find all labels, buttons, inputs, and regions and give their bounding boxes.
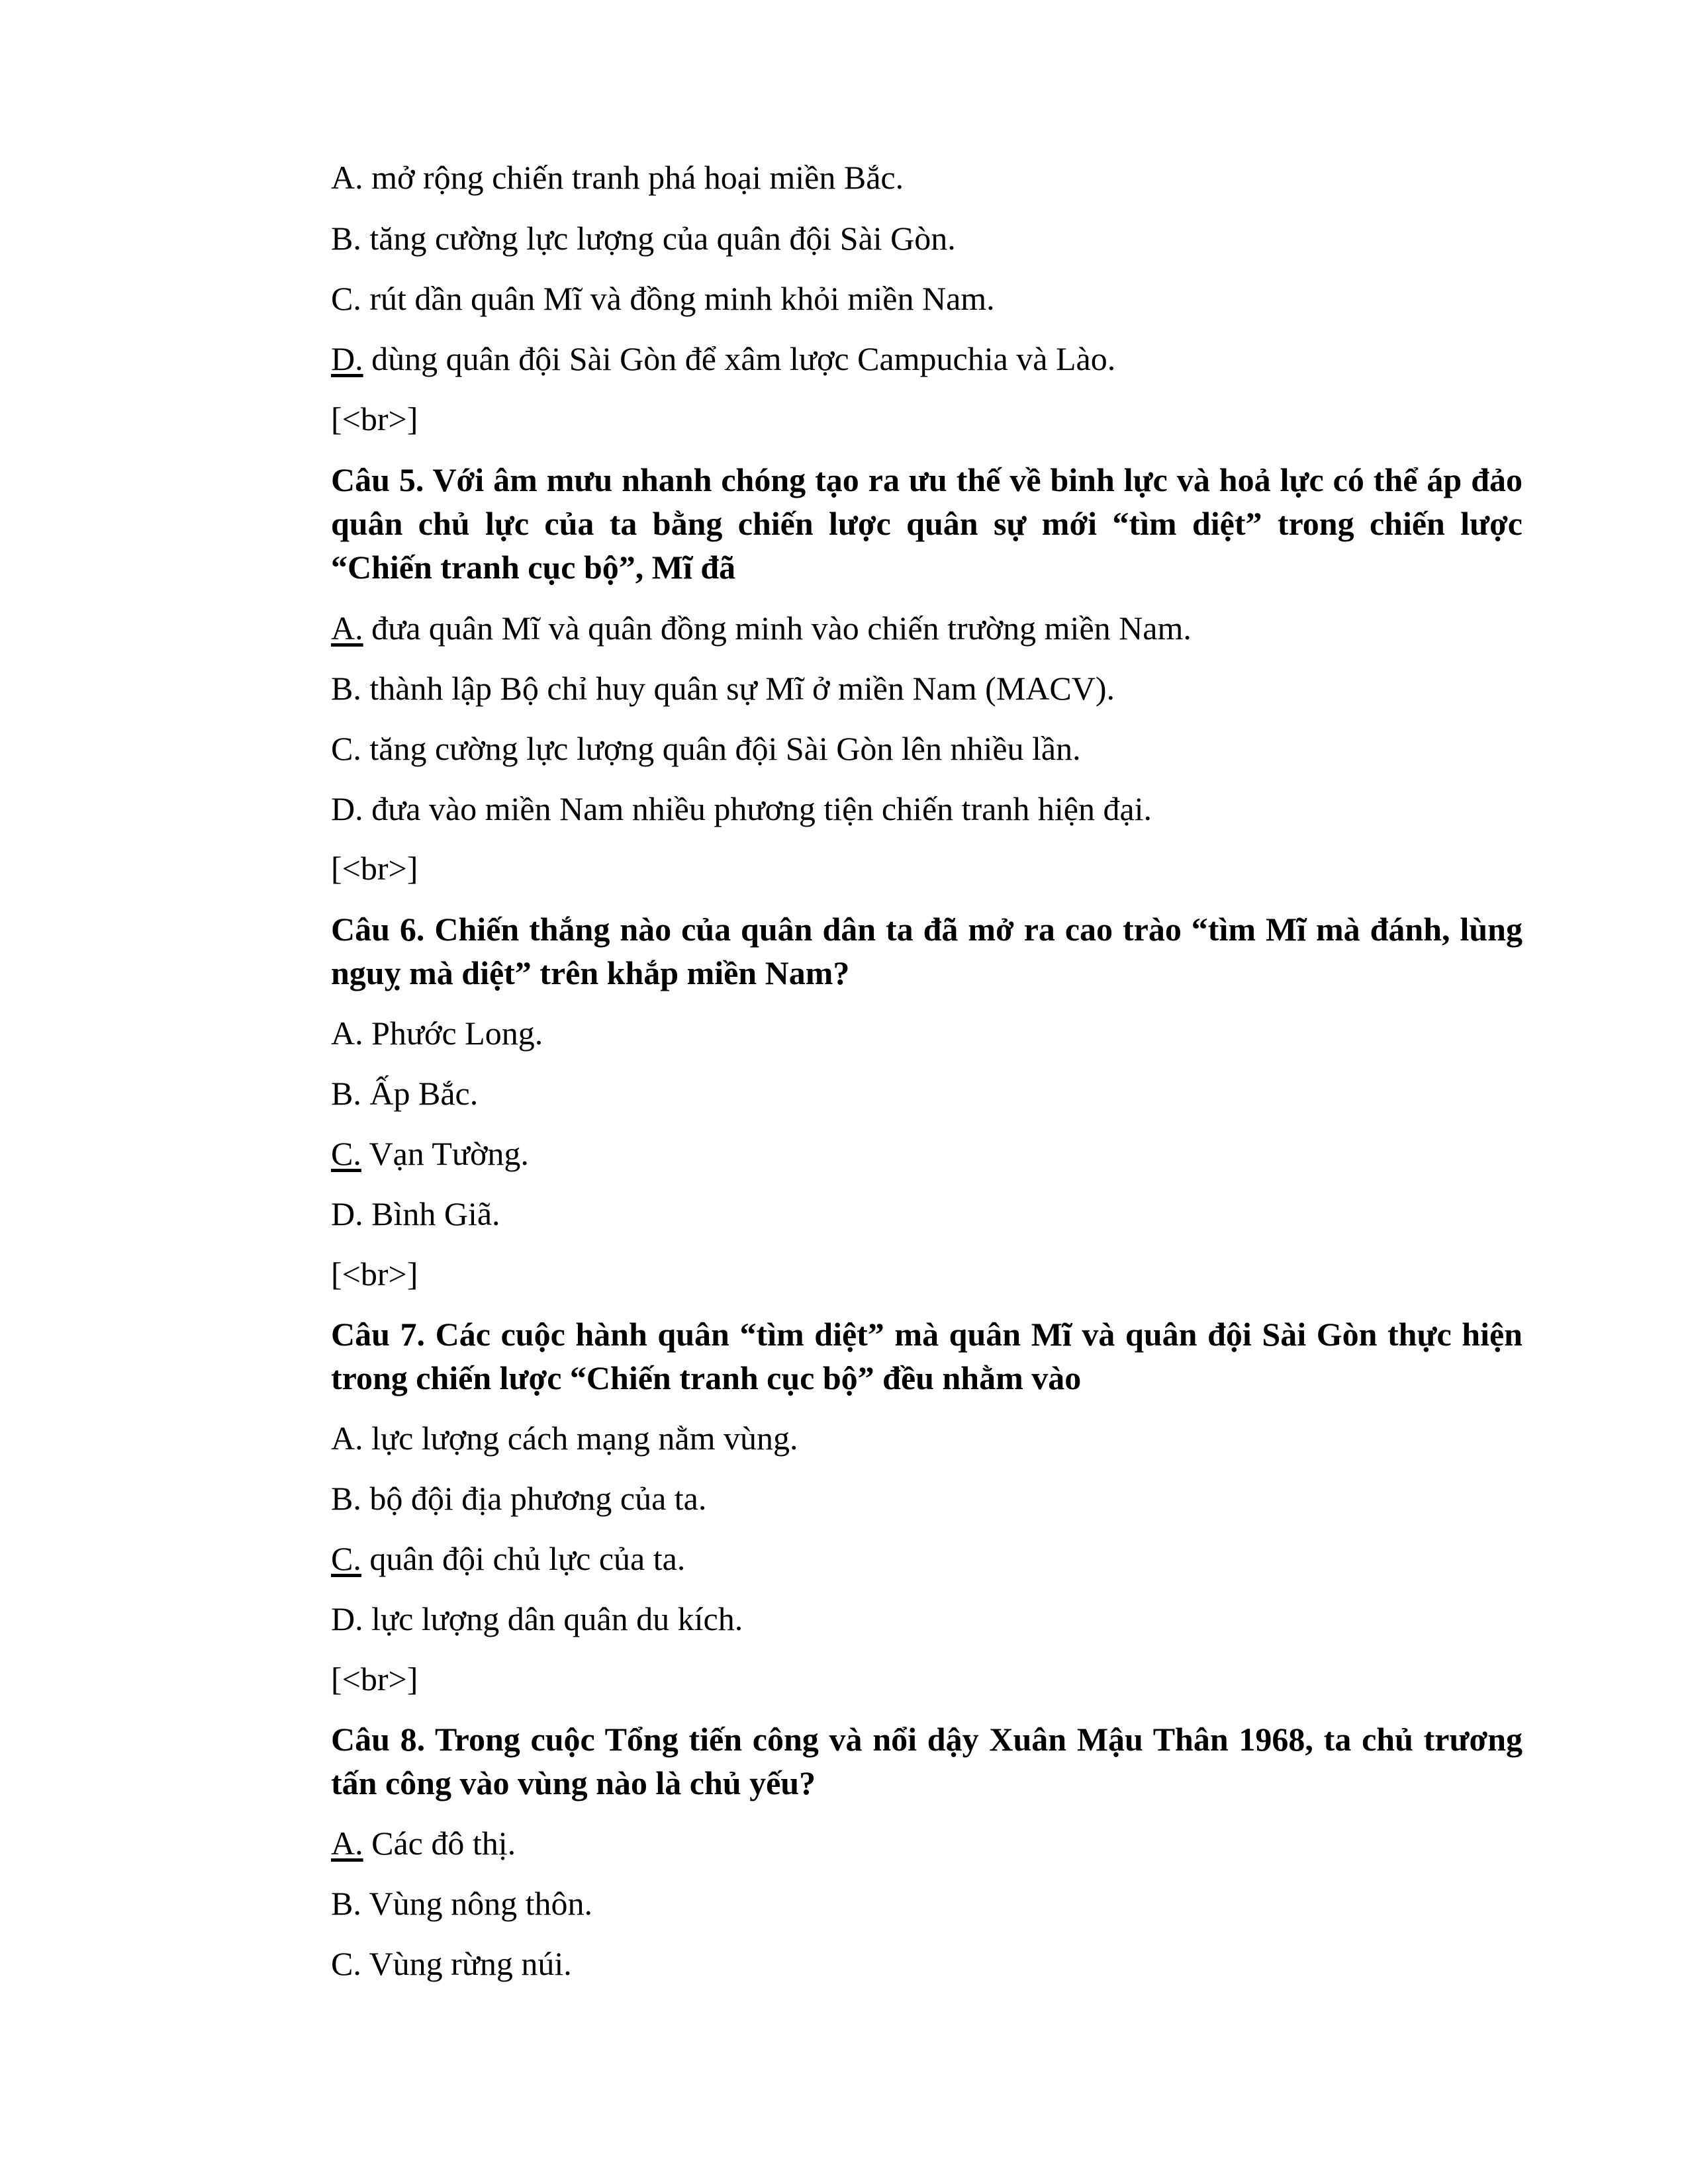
option-letter-correct: C. bbox=[331, 1135, 361, 1172]
option-letter: A. bbox=[331, 1420, 363, 1457]
q8-option-b bbox=[331, 1884, 592, 1923]
option-letter: B. bbox=[331, 220, 361, 257]
q5-option-b bbox=[331, 668, 1115, 708]
q4-option-d bbox=[331, 339, 1115, 379]
option-text: thành lập Bộ chỉ huy quân sự Mĩ ở miền Nam (MACV). bbox=[361, 670, 1115, 707]
question-5 bbox=[232, 458, 1523, 589]
q7-option-c bbox=[331, 1539, 685, 1578]
option-letter: A. bbox=[331, 159, 363, 196]
option-letter: B. bbox=[331, 1480, 361, 1517]
option-text: Bình Giã. bbox=[363, 1195, 500, 1232]
question-8 bbox=[232, 1717, 1523, 1805]
q6-option-d bbox=[331, 1194, 500, 1234]
option-letter: A. bbox=[331, 1015, 363, 1052]
option-letter: B. bbox=[331, 670, 361, 707]
option-letter: D. bbox=[331, 1600, 363, 1637]
br-marker: [<br>] bbox=[331, 1255, 418, 1293]
question-text: Câu 8. Trong cuộc Tổng tiến công và nổi dậy Xuân Mậu Thân 1968, ta chủ trương tấn công vào vùng nào là chủ yếu? bbox=[331, 1721, 1523, 1801]
option-text: bộ đội địa phương của ta. bbox=[361, 1480, 707, 1517]
option-text: Vùng nông thôn. bbox=[361, 1885, 592, 1922]
option-letter: C. bbox=[331, 280, 361, 317]
option-text: lực lượng dân quân du kích. bbox=[363, 1600, 743, 1637]
br-marker: [<br>] bbox=[331, 400, 418, 437]
option-text: Phước Long. bbox=[363, 1015, 543, 1052]
option-text: Vùng rừng núi. bbox=[361, 1945, 572, 1982]
q8-option-c bbox=[331, 1944, 572, 1983]
q6-option-a bbox=[331, 1013, 543, 1053]
option-text: tăng cường lực lượng quân đội Sài Gòn lên nhiều lần. bbox=[361, 730, 1081, 767]
question-text: Câu 5. Với âm mưu nhanh chóng tạo ra ưu thế về binh lực và hoả lực có thể áp đảo quân chủ lực của ta bằng chiến lược quân sự mới “tìm diệt” trong chiến lược “Chiến tranh cục bộ”, Mĩ đã bbox=[331, 461, 1523, 586]
option-text: Vạn Tường. bbox=[361, 1135, 529, 1172]
option-text: đưa vào miền Nam nhiều phương tiện chiến tranh hiện đại. bbox=[363, 790, 1152, 827]
q4-option-b bbox=[331, 218, 956, 258]
q6-option-b bbox=[331, 1073, 478, 1113]
q7-option-a bbox=[331, 1418, 798, 1458]
q4-option-a bbox=[331, 158, 904, 197]
option-text: rút dần quân Mĩ và đồng minh khỏi miền Nam. bbox=[361, 280, 995, 317]
question-text: Câu 7. Các cuộc hành quân “tìm diệt” mà quân Mĩ và quân đội Sài Gòn thực hiện trong chiến lược “Chiến tranh cục bộ” đều nhằm vào bbox=[331, 1316, 1523, 1396]
q5-option-c bbox=[331, 729, 1081, 768]
option-text: tăng cường lực lượng của quân đội Sài Gòn. bbox=[361, 220, 956, 257]
option-text: dùng quân đội Sài Gòn để xâm lược Campuchia và Lào. bbox=[363, 340, 1116, 377]
option-text: lực lượng cách mạng nằm vùng. bbox=[363, 1420, 798, 1457]
br-marker: [<br>] bbox=[331, 1661, 418, 1698]
option-letter: B. bbox=[331, 1075, 361, 1112]
q6-option-c bbox=[331, 1134, 529, 1173]
option-text: Các đô thị. bbox=[363, 1825, 516, 1862]
q5-option-a bbox=[331, 608, 1192, 648]
q5-option-d bbox=[331, 789, 1152, 829]
option-letter: D. bbox=[331, 1195, 363, 1232]
option-letter-correct: C. bbox=[331, 1540, 361, 1577]
question-text: Câu 6. Chiến thắng nào của quân dân ta đã mở ra cao trào “tìm Mĩ mà đánh, lùng nguỵ mà diệt” trên khắp miền Nam? bbox=[331, 911, 1523, 991]
question-6 bbox=[232, 907, 1523, 995]
option-text: quân đội chủ lực của ta. bbox=[361, 1540, 686, 1577]
option-letter-correct: D. bbox=[331, 340, 363, 377]
option-letter-correct: A. bbox=[331, 610, 363, 647]
q8-option-a bbox=[331, 1823, 516, 1863]
option-text: đưa quân Mĩ và quân đồng minh vào chiến trường miền Nam. bbox=[363, 610, 1192, 647]
question-7 bbox=[232, 1312, 1523, 1400]
q7-option-d bbox=[331, 1599, 743, 1639]
option-letter: B. bbox=[331, 1885, 361, 1922]
br-marker: [<br>] bbox=[331, 850, 418, 887]
option-text: mở rộng chiến tranh phá hoại miền Bắc. bbox=[363, 159, 904, 196]
option-letter: C. bbox=[331, 730, 361, 767]
option-letter-correct: A. bbox=[331, 1825, 363, 1862]
option-letter: D. bbox=[331, 790, 363, 827]
option-letter: C. bbox=[331, 1945, 361, 1982]
q7-option-b bbox=[331, 1479, 706, 1518]
q4-option-c bbox=[331, 279, 995, 318]
option-text: Ấp Bắc. bbox=[361, 1075, 479, 1112]
